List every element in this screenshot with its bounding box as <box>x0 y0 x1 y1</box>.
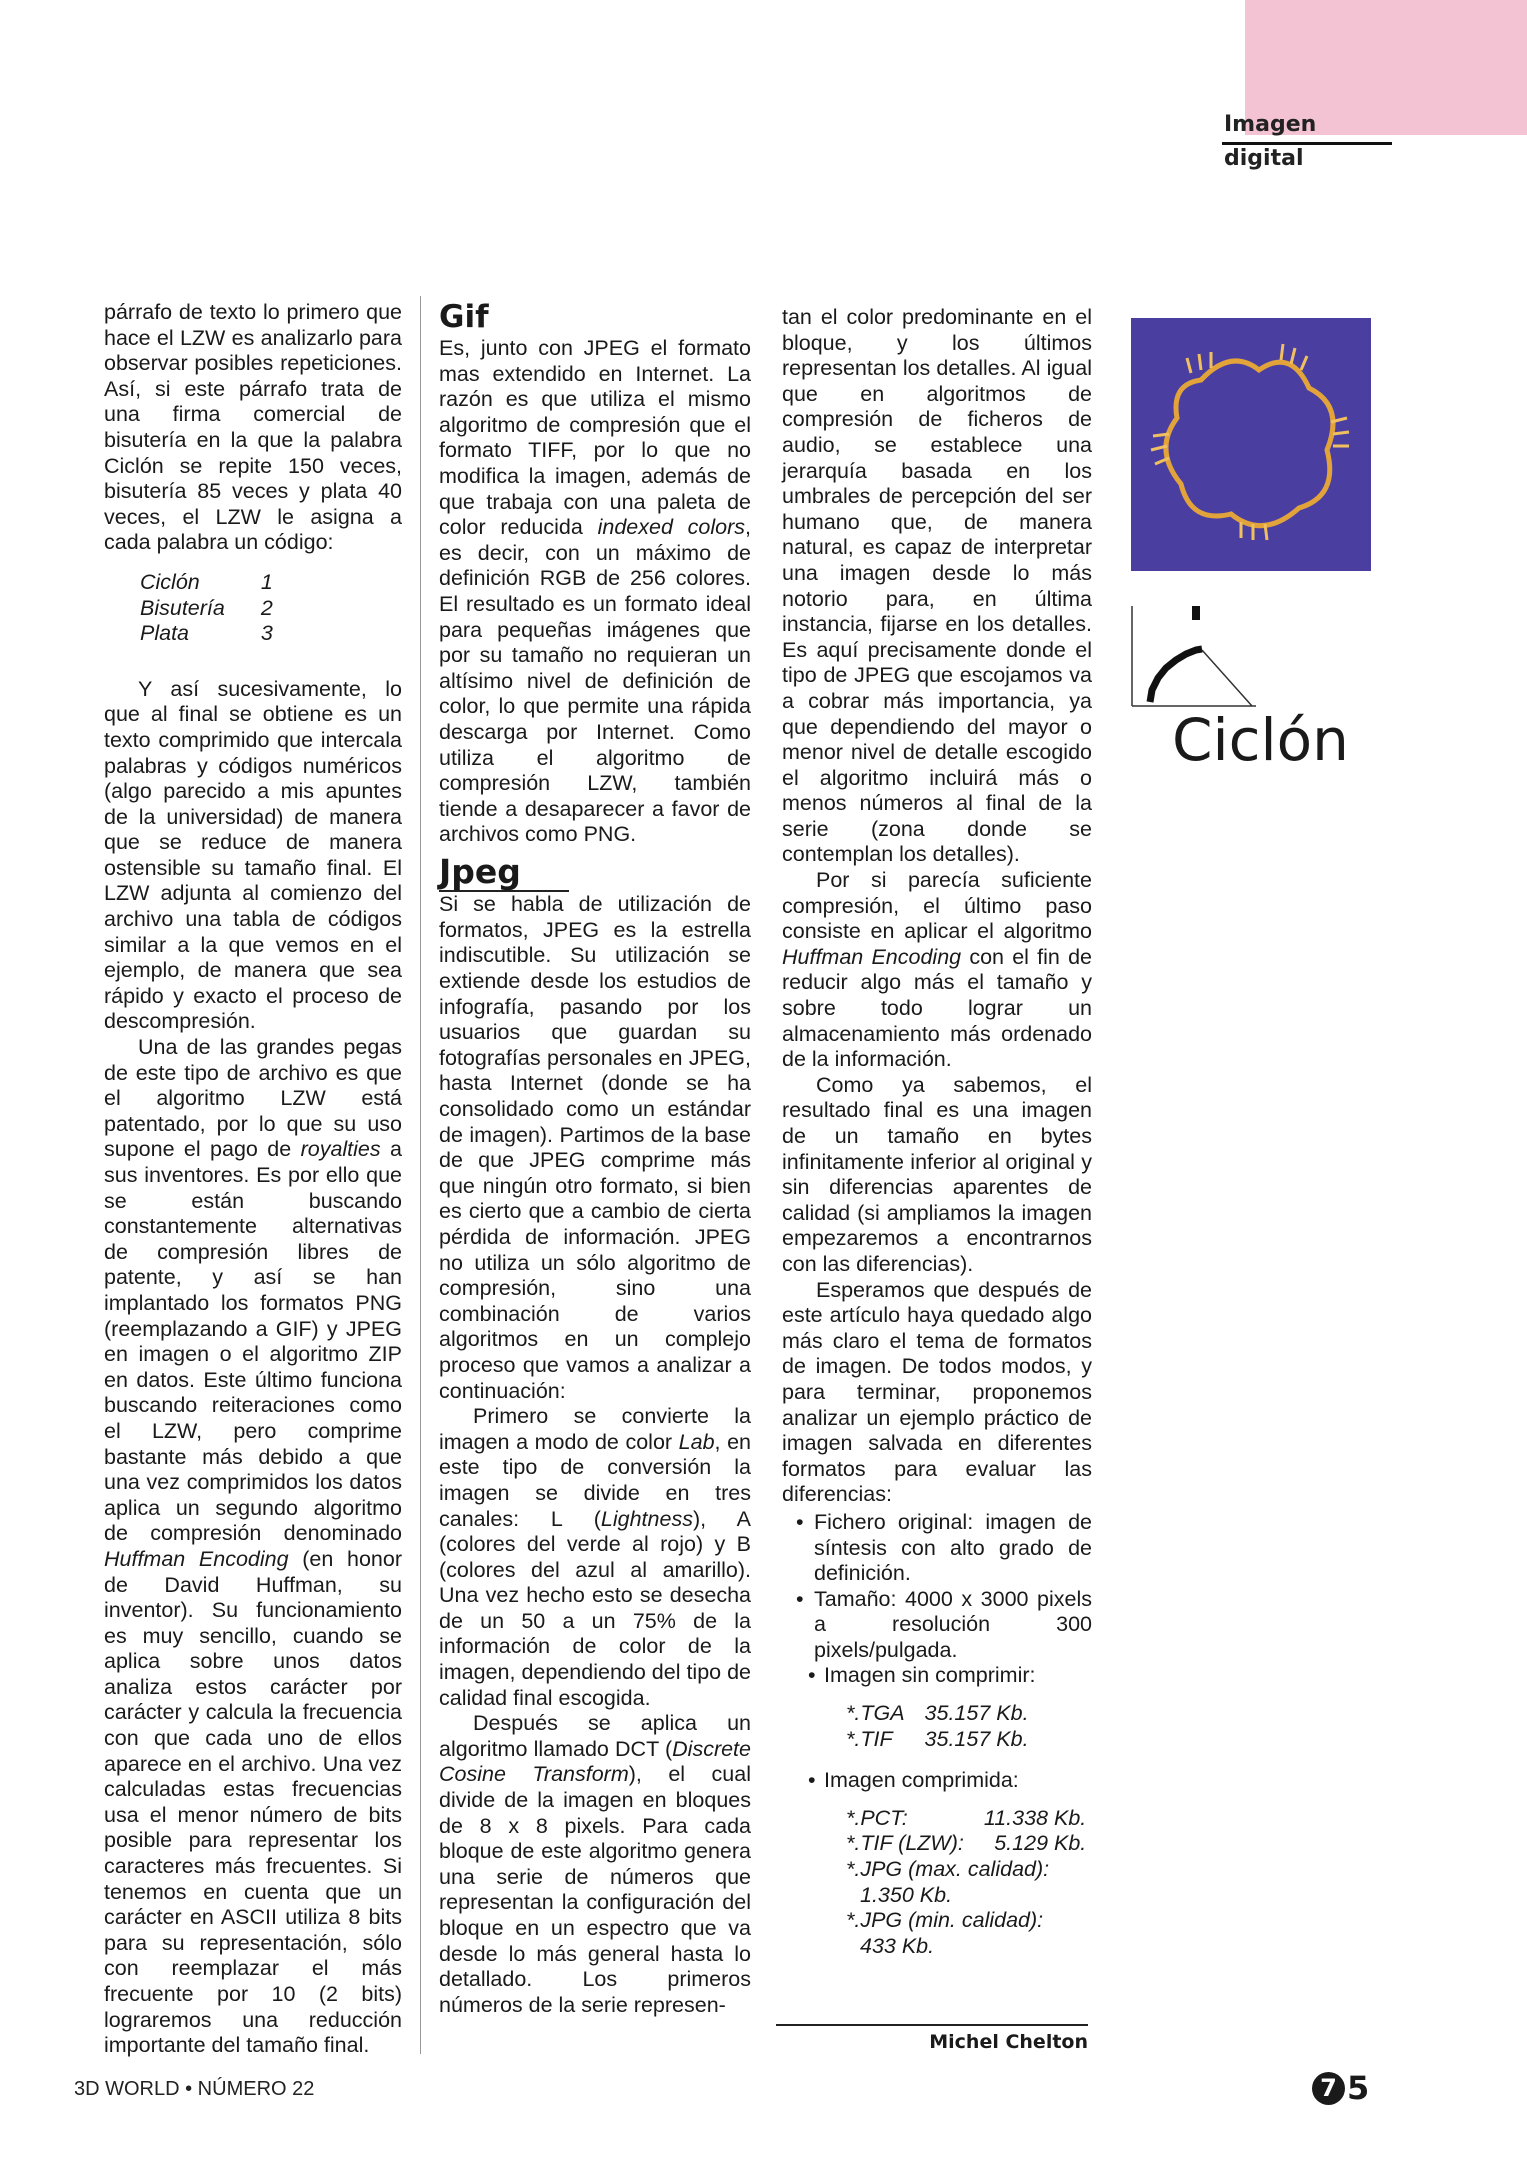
size: 433 Kb. <box>860 1933 935 1958</box>
paragraph: Por si parecía suficiente compresión, el último paso consiste en aplicar el algoritmo Huffman Encoding con el fin de reducir algo más el tamaño y sobre todo lograr un almacenamiento más ordenado de la información. <box>782 868 1092 1072</box>
size: 35.157 Kb. <box>924 1726 1029 1751</box>
code-number: 3 <box>260 621 273 646</box>
paragraph: Y así sucesivamente, lo que al final se obtiene es un texto comprimido que intercala palabras y códigos numéricos (algo parecido a mis apuntes de la universidad) de manera que se reduce de manera ostensible su tamaño final. El LZW adjunta al comienzo del archivo una tabla de códigos similar a la que vemos en el ejemplo, de manera que sea rápido y exacto el proceso de descompresión. <box>104 676 402 1034</box>
paragraph: Después se aplica un algoritmo llamado DCT (Discrete Cosine Transform), el cual divide de la imagen en bloques de 8 x 8 pixels. Para cada bloque de este algoritmo genera una serie de números que representan la configuración del bloque en un espectro que va desde lo más general hasta lo detallado. Los primeros números de la serie represen- <box>439 1711 751 2017</box>
paragraph: Si se habla de utilización de formatos, JPEG es la estrella indiscutible. Su utilización se extiende desde los estudios de infografía, pasando por los usuarios que guardan su fotografías personales en JPEG, hasta Internet (donde se ha consolidado como un estándar de imagen). Partimos de la base de que JPEG comprime más que ningún otro formato, si bien es cierto que a cambio de cierta pérdida de información. JPEG no utiliza un sólo algoritmo de compresión, sino una combinación de varios algoritmos en un complejo proceso que vamos a analizar a continuación: <box>439 892 751 1403</box>
diagram-caption: Ciclón <box>1172 706 1349 774</box>
list-item: • Tamaño: 4000 x 3000 pixels a resolución 300 pixels/pulgada. <box>782 1587 1092 1664</box>
list-item: • Imagen sin comprimir: <box>782 1663 1092 1689</box>
size-row <box>846 1908 1086 1934</box>
code-word: Bisutería <box>140 595 225 620</box>
format: *.TIF (LZW): <box>846 1831 964 1856</box>
diagram-connector <box>1202 650 1252 706</box>
code-number: 1 <box>260 569 273 594</box>
list-item: • Imagen comprimida: <box>782 1768 1092 1794</box>
list-item: • Fichero original: imagen de síntesis con alto grado de definición. <box>782 1510 1092 1587</box>
size-row <box>846 1806 1086 1832</box>
column-1 <box>104 300 402 2059</box>
paragraph: tan el color predominante en el bloque, y los últimos representan los detalles. Al igual que en algoritmos de compresión de ficheros de audio, se establece una jerarquía basada en los umbrales de percepción del ser humano que, de manera natural, es capaz de interpretar una imagen desde lo más notorio para, en última instancia, fijarse en los detalles. Es aquí precisamente donde el tipo de JPEG que escojamos va a cobrar más importancia, ya que dependiendo del mayor o menor nivel de detalle escogido el algoritmo incluirá más o menos números al final de la serie (zona donde se contemplan los detalles). <box>782 305 1092 867</box>
pixel-block <box>1192 606 1200 620</box>
format: *.PCT: <box>846 1805 908 1830</box>
code-number: 2 <box>260 595 273 620</box>
size: 35.157 Kb. <box>924 1701 1029 1726</box>
heading-gif: Gif <box>439 299 489 335</box>
ciclon-diagram <box>1128 602 1384 782</box>
footer-magazine: 3D WORLD • NÚMERO 22 <box>74 2078 315 2100</box>
format: *.TIF <box>846 1726 893 1751</box>
size: 11.338 Kb. <box>983 1805 1087 1830</box>
size: 5.129 Kb. <box>994 1831 1087 1856</box>
format: *.JPG (max. calidad): <box>846 1857 1050 1882</box>
paragraph: Una de las grandes pegas de este tipo de archivo es que el algoritmo LZW está patentado, por lo que su uso supone el pago de royalties a sus inventores. Es por ello que se están buscando constantemente alternativas de compresión libres de patente, y así se han implantado los formatos PNG (reemplazando a GIF) y JPEG en imagen o el algoritmo ZIP en datos. Este último funciona buscando reiteraciones como el LZW, pero comprime bastante más debido a que una vez comprimidos los datos aplica un segundo algoritmo de compresión denominado Huffman Encoding (en honor de David Huffman, su inventor). Su funcionamiento es muy sencillo, cuando se aplica sobre unos datos analiza estos carácter por carácter y calcula la frecuencia con que cada uno de ellos aparece en el archivo. Una vez calculadas estas frecuencias usa el menor número de bits posible para representar los caracteres más frecuentes. Si tenemos en cuenta que un carácter en ASCII utiliza 8 bits para su representación, sólo con reemplazar el más frecuente por 10 (2 bits) lograremos una reducción importante del tamaño final. <box>104 1035 402 2058</box>
format: *.TGA <box>846 1701 905 1726</box>
uncompressed-sizes <box>846 1701 1029 1752</box>
spec-list <box>782 1510 1092 1689</box>
code-row <box>140 621 273 647</box>
page-number-digit: 5 <box>1347 2069 1370 2107</box>
paragraph: Es, junto con JPEG el formato mas extendido en Internet. La razón es que utiliza el mismo algoritmo de compresión que el formato TIFF, por lo que no modifica la imagen, además de que trabaja con una paleta de color reducida indexed colors, es decir, con un máximo de definición RGB de 256 colores. El resultado es un formato ideal para pequeñas imágenes que por su tamaño no requieran un altísimo nivel de definición de color, lo que permite una rápida descarga por Internet. Como utiliza el algoritmo de compresión LZW, también tiende a desaparecer a favor de archivos como PNG. <box>439 336 751 847</box>
page-number <box>1312 2068 1369 2108</box>
code-table <box>140 570 273 647</box>
size-row <box>846 1883 1086 1909</box>
code-row <box>140 596 273 622</box>
size-row <box>846 1701 1029 1727</box>
jewel-ring-image <box>1131 318 1371 571</box>
paragraph: Esperamos que después de este artículo haya quedado algo más claro el tema de formatos de imagen. De todos modos, y para terminar, proponemos analizar un ejemplo práctico de imagen salvada en diferentes formatos para evaluar las diferencias: <box>782 1277 1092 1507</box>
spec-list <box>782 1768 1092 1794</box>
page-number-circle: 7 <box>1312 2072 1345 2105</box>
author: Michel Chelton <box>929 2031 1088 2053</box>
size-row <box>846 1727 1029 1753</box>
code-row <box>140 570 273 596</box>
column-3 <box>782 305 1092 1975</box>
code-word: Plata <box>140 621 190 646</box>
section-label: Imagen digital <box>1222 108 1392 145</box>
column-2 <box>439 300 751 2018</box>
column-divider <box>420 296 421 2054</box>
compressed-sizes <box>846 1806 1086 1960</box>
pixel-curve <box>1150 649 1202 702</box>
size-row <box>846 1934 1086 1960</box>
author-rule <box>776 2024 1088 2026</box>
paragraph: párrafo de texto lo primero que hace el LZW es analizarlo para observar posibles repeticiones. Así, si este párrafo trata de una firma comercial de bisutería en la que la palabra Ciclón se repite 150 veces, bisutería 85 veces y plata 40 veces, el LZW le asigna a cada palabra un código: <box>104 300 402 555</box>
paragraph: Como ya sabemos, el resultado final es una imagen de un tamaño en bytes infinitamente inferior al original y sin diferencias aparentes de calidad (si ampliamos la imagen empezaremos a encontrarnos con las diferencias). <box>782 1072 1092 1276</box>
code-word: Ciclón <box>140 569 200 594</box>
format: *.JPG (min. calidad): <box>846 1908 1044 1933</box>
size: 1.350 Kb. <box>860 1882 953 1907</box>
size-row <box>846 1831 1086 1857</box>
paragraph: Primero se convierte la imagen a modo de color Lab, en este tipo de conversión la imagen se divide en tres canales: L (Lightness), A (colores del verde al rojo) y B (colores del azul al amarillo). Una vez hecho esto se desecha de un 50 a un 75% de la información de color de la imagen, dependiendo del tipo de calidad final escogida. <box>439 1404 752 1710</box>
heading-jpeg: Jpeg <box>439 854 569 892</box>
size-row <box>846 1857 1086 1883</box>
